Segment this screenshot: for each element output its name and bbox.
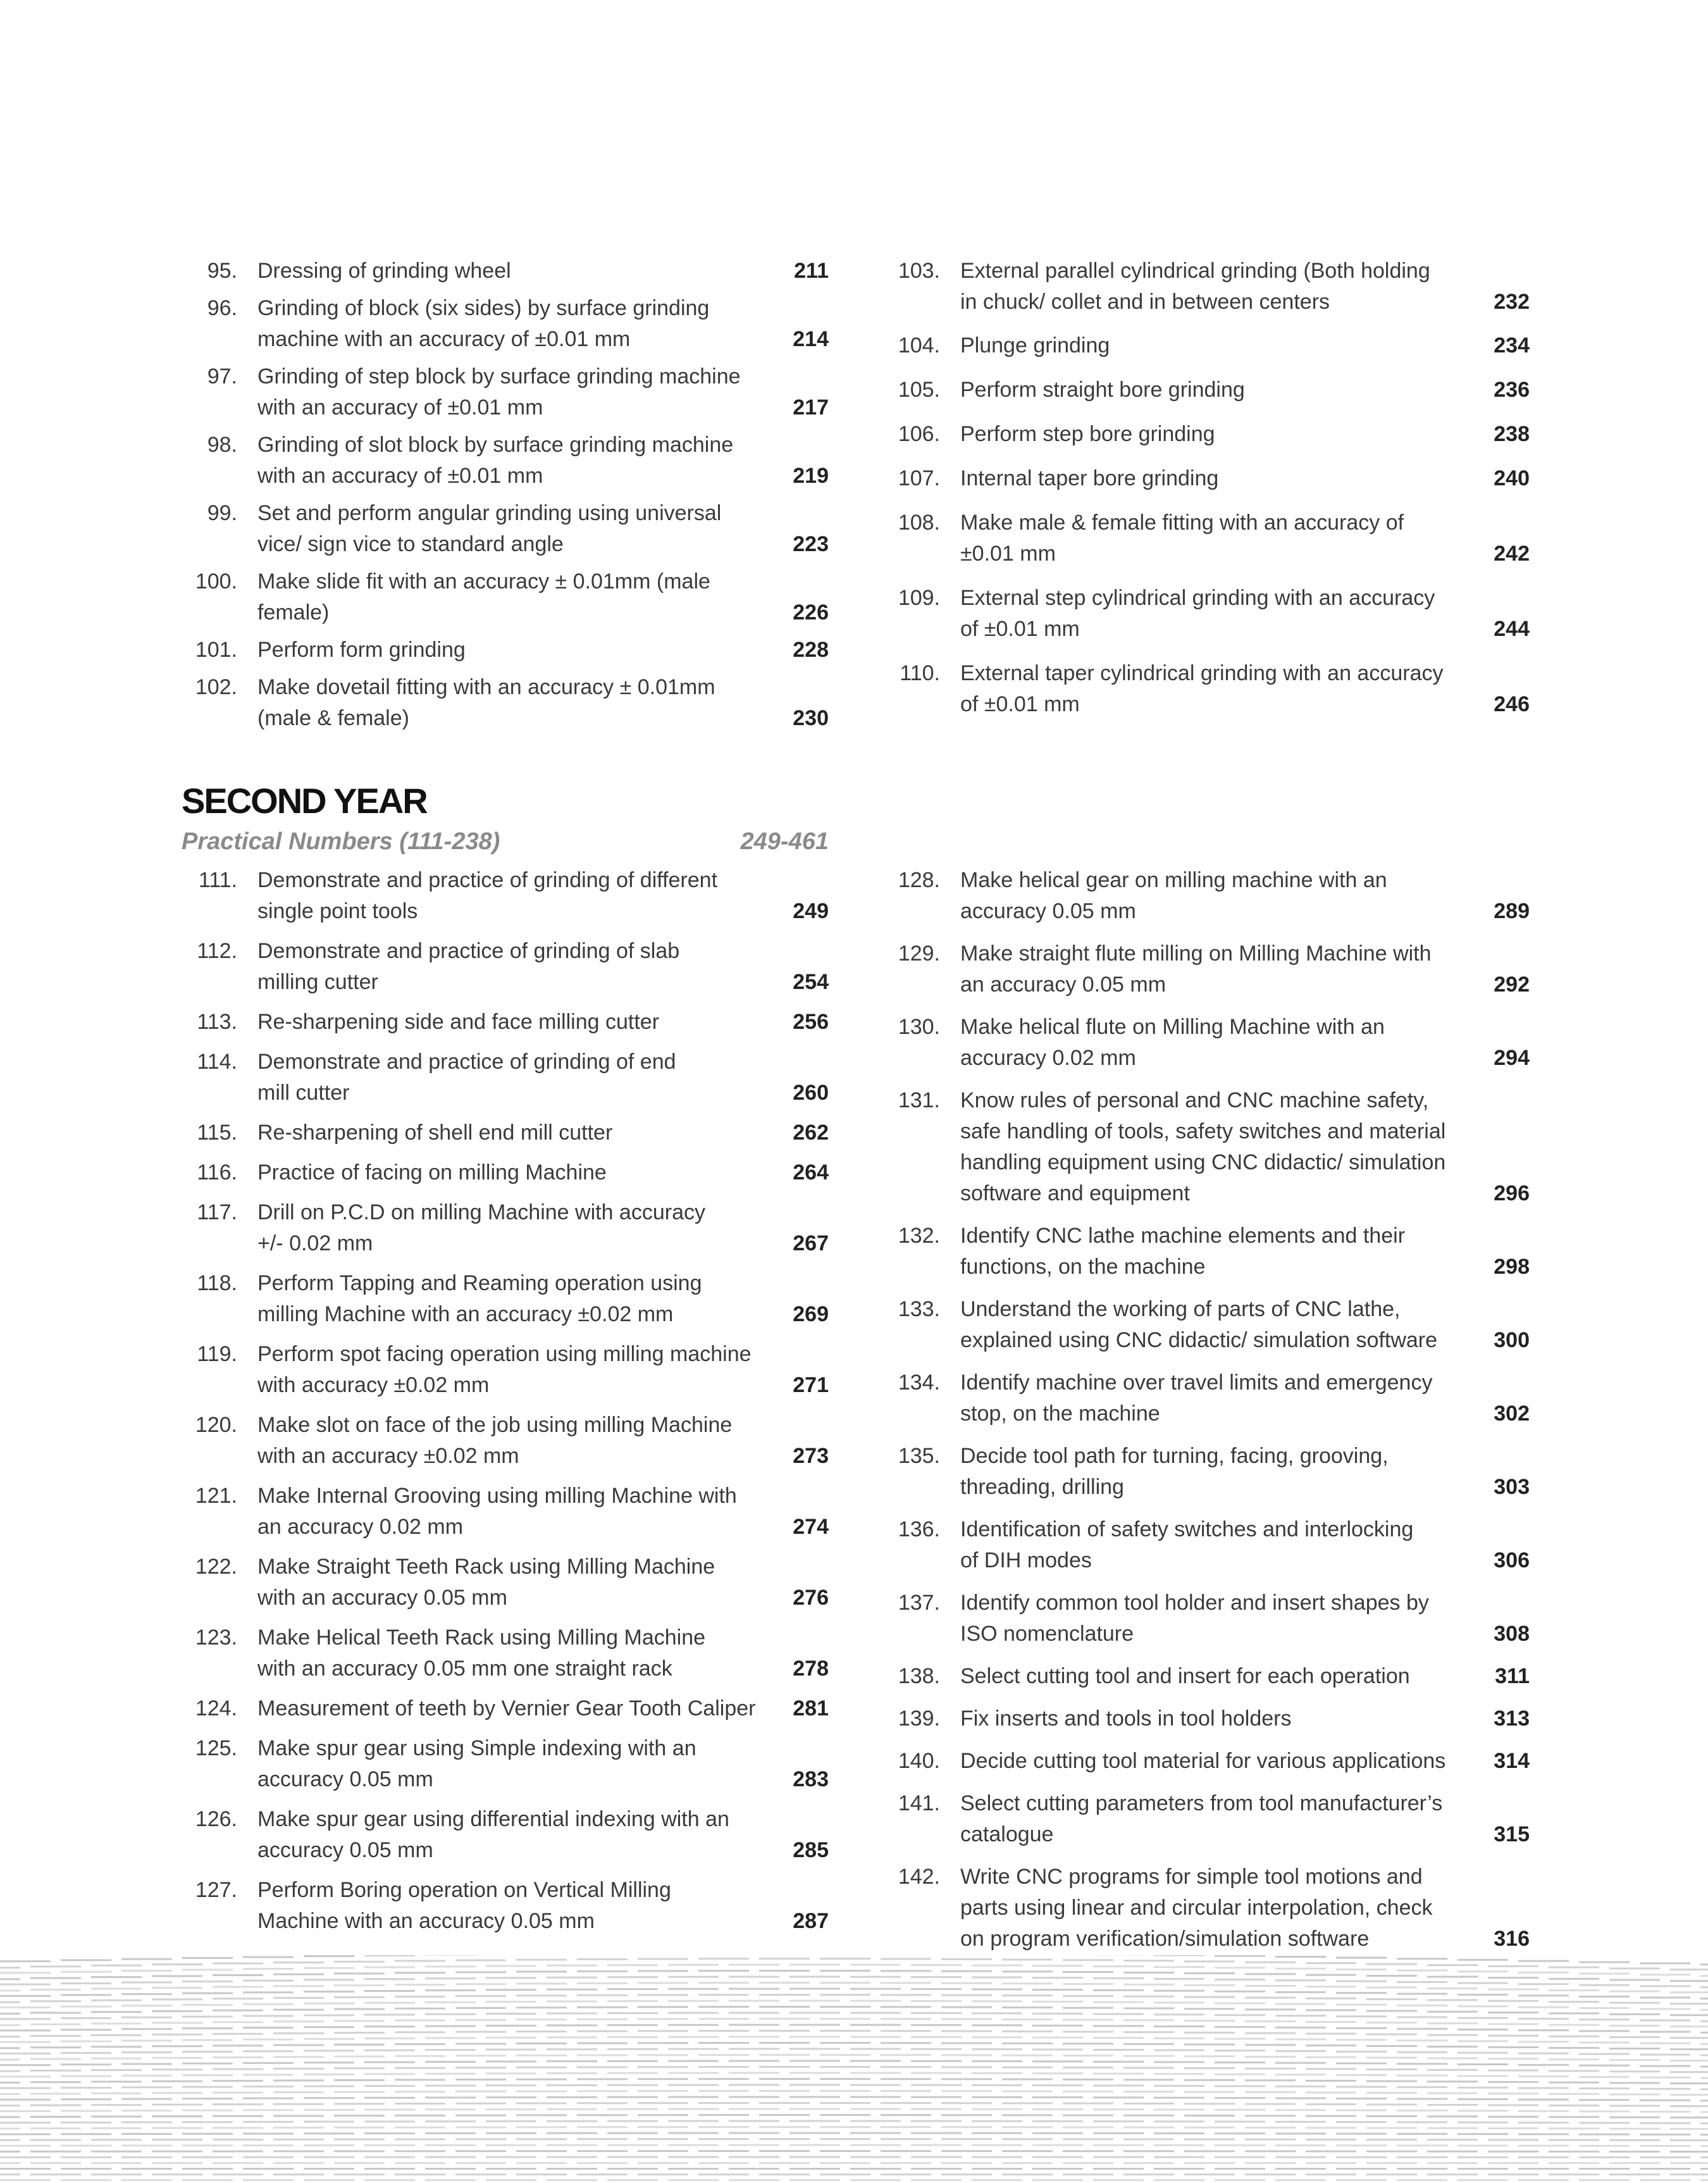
toc-entry xyxy=(884,1085,1530,1209)
toc-entry xyxy=(884,1746,1530,1777)
entry-title-line: Perform spot facing operation using milling machine xyxy=(257,1342,752,1366)
entry-number: 98. xyxy=(207,433,237,457)
entry-title-line: with accuracy ±0.02 mm xyxy=(257,1373,490,1397)
entry-title-line: Identify machine over travel limits and emergency xyxy=(960,1371,1433,1395)
second-year-left-column xyxy=(182,865,829,1937)
entry-title xyxy=(960,1441,1389,1503)
entry-number: 119. xyxy=(197,1342,237,1366)
entry-page-number: 316 xyxy=(1494,1927,1530,1951)
entry-title xyxy=(257,1804,729,1866)
entry-title-line: stop, on the machine xyxy=(960,1402,1160,1426)
entry-title-line: an accuracy 0.02 mm xyxy=(257,1515,464,1539)
entry-title-line: External parallel cylindrical grinding (Both holding xyxy=(960,259,1430,283)
toc-entry xyxy=(182,1481,829,1543)
entry-title-line: ISO nomenclature xyxy=(960,1622,1134,1646)
entry-title-line: Make spur gear using Simple indexing with an xyxy=(257,1736,696,1760)
toc-entry xyxy=(182,361,829,423)
entry-title xyxy=(960,1221,1405,1283)
entry-page-number: 226 xyxy=(793,600,829,625)
entry-page-number: 281 xyxy=(793,1696,829,1720)
entry-title xyxy=(257,256,511,287)
entry-title-line: +/- 0.02 mm xyxy=(257,1231,373,1255)
toc-entry xyxy=(182,1268,829,1330)
entry-title xyxy=(257,566,710,628)
toc-entry xyxy=(884,1367,1530,1429)
entry-number: 141. xyxy=(898,1791,940,1815)
toc-entry xyxy=(884,375,1530,406)
toc-entry xyxy=(182,1339,829,1401)
entry-title-line: Fix inserts and tools in tool holders xyxy=(960,1707,1292,1731)
entry-page-number: 296 xyxy=(1494,1181,1530,1205)
entry-page-number: 283 xyxy=(793,1767,829,1791)
entry-title-line: of DIH modes xyxy=(960,1548,1092,1572)
second-year-right-column xyxy=(884,865,1530,1955)
entry-title xyxy=(257,1875,671,1937)
entry-number: 106. xyxy=(898,422,940,446)
entry-page-number: 267 xyxy=(793,1231,829,1255)
toc-entry xyxy=(884,865,1530,927)
toc-entry xyxy=(884,1514,1530,1576)
entry-title xyxy=(960,658,1443,720)
toc-entry xyxy=(182,1157,829,1188)
entry-title xyxy=(257,361,741,423)
toc-entry xyxy=(182,430,829,492)
entry-number: 107. xyxy=(898,466,940,490)
entry-number: 115. xyxy=(197,1121,237,1145)
toc-entry xyxy=(182,1693,829,1724)
entry-title-line: Perform form grinding xyxy=(257,638,466,662)
entry-page-number: 306 xyxy=(1494,1548,1530,1572)
entry-title-line: Decide tool path for turning, facing, grooving, xyxy=(960,1444,1389,1468)
entry-page-number: 273 xyxy=(793,1444,829,1468)
entry-number: 136. xyxy=(898,1517,940,1541)
toc-entry xyxy=(884,256,1530,318)
entry-page-number: 303 xyxy=(1494,1475,1530,1499)
toc-entry xyxy=(884,507,1530,569)
entry-number: 118. xyxy=(197,1271,237,1295)
entry-number: 97. xyxy=(207,364,237,389)
entry-page-number: 276 xyxy=(793,1586,829,1610)
toc-entry xyxy=(884,1703,1530,1734)
entry-number: 139. xyxy=(898,1707,940,1731)
entry-title xyxy=(257,430,733,492)
entry-title-line: External taper cylindrical grinding with an accuracy xyxy=(960,661,1444,685)
entry-title-line: safe handling of tools, safety switches and material xyxy=(960,1119,1446,1143)
entry-number: 100. xyxy=(195,569,237,594)
entry-title-line: in chuck/ collet and in between centers xyxy=(960,290,1330,314)
entry-page-number: 289 xyxy=(1494,899,1530,923)
entry-title-line: Demonstrate and practice of grinding of end xyxy=(257,1050,676,1074)
entry-page-number: 240 xyxy=(1494,466,1530,490)
entry-number: 126. xyxy=(195,1807,237,1831)
entry-title-line: parts using linear and circular interpolation, check xyxy=(960,1896,1433,1920)
entry-number: 105. xyxy=(898,378,940,402)
entry-page-number: 287 xyxy=(793,1909,829,1933)
toc-entry xyxy=(182,1197,829,1259)
entry-title xyxy=(257,1339,752,1401)
entry-page-number: 246 xyxy=(1494,692,1530,716)
entry-title xyxy=(257,1552,715,1614)
entry-number: 133. xyxy=(898,1297,940,1321)
toc-entry xyxy=(182,256,829,287)
entry-title xyxy=(960,1588,1429,1650)
toc-entry xyxy=(182,1410,829,1472)
entry-page-number: 313 xyxy=(1494,1707,1530,1731)
entry-title-line: Make Straight Teeth Rack using Milling Machine xyxy=(257,1555,715,1579)
entry-title xyxy=(257,293,709,355)
entry-page-number: 242 xyxy=(1494,542,1530,566)
entry-number: 117. xyxy=(197,1200,237,1224)
entry-title-line: Practice of facing on milling Machine xyxy=(257,1160,607,1185)
entry-title-line: accuracy 0.02 mm xyxy=(960,1046,1136,1070)
entry-title-line: Make straight flute milling on Milling Machine with xyxy=(960,942,1432,966)
entry-title xyxy=(960,1703,1291,1734)
toc-entry xyxy=(182,1875,829,1937)
entry-title-line: Re-sharpening side and face milling cutter xyxy=(257,1010,660,1034)
entry-title xyxy=(960,1294,1437,1356)
entry-number: 116. xyxy=(197,1160,237,1185)
entry-page-number: 217 xyxy=(793,395,829,420)
toc-entry xyxy=(182,865,829,927)
entry-title xyxy=(257,865,717,927)
entry-number: 101. xyxy=(195,638,237,662)
entry-title xyxy=(257,1007,659,1038)
entry-title-line: software and equipment xyxy=(960,1181,1190,1205)
entry-page-number: 311 xyxy=(1495,1664,1530,1688)
entry-title-line: (male & female) xyxy=(257,706,409,730)
entry-page-number: 262 xyxy=(793,1121,829,1145)
entry-number: 109. xyxy=(898,586,940,610)
entry-title-line: Demonstrate and practice of grinding of different xyxy=(257,868,718,892)
toc-entry xyxy=(884,938,1530,1000)
entry-number: 102. xyxy=(195,675,237,699)
entry-number: 96. xyxy=(207,296,237,320)
entry-page-number: 254 xyxy=(793,970,829,994)
entry-page-number: 302 xyxy=(1494,1402,1530,1426)
entry-number: 112. xyxy=(197,939,237,963)
entry-number: 124. xyxy=(195,1696,237,1720)
entry-title-line: Understand the working of parts of CNC lathe, xyxy=(960,1297,1401,1321)
entry-page-number: 232 xyxy=(1494,290,1530,314)
entry-title xyxy=(960,1012,1385,1074)
entry-title-line: Machine with an accuracy 0.05 mm xyxy=(257,1909,595,1933)
entry-title-line: Dressing of grinding wheel xyxy=(257,259,511,283)
entry-title-line: Know rules of personal and CNC machine safety, xyxy=(960,1088,1429,1112)
entry-title xyxy=(960,507,1404,569)
toc-entry xyxy=(884,1862,1530,1955)
toc-entry xyxy=(182,1117,829,1148)
entry-title xyxy=(960,938,1432,1000)
entry-title xyxy=(960,419,1215,450)
entry-title-line: Make helical flute on Milling Machine with an xyxy=(960,1015,1385,1039)
entry-number: 110. xyxy=(900,661,940,685)
toc-entry xyxy=(182,498,829,560)
toc-entry xyxy=(182,1622,829,1684)
entry-title-line: Drill on P.C.D on milling Machine with accuracy xyxy=(257,1200,705,1224)
entry-number: 130. xyxy=(898,1015,940,1039)
entry-page-number: 285 xyxy=(793,1838,829,1862)
entry-number: 134. xyxy=(898,1371,940,1395)
entry-title xyxy=(960,375,1245,406)
entry-title-line: Perform Boring operation on Vertical Milling xyxy=(257,1878,671,1902)
entry-title-line: Perform step bore grinding xyxy=(960,422,1215,446)
entry-title-line: functions, on the machine xyxy=(960,1255,1206,1279)
toc-entry xyxy=(182,1552,829,1614)
entry-number: 113. xyxy=(197,1010,237,1034)
entry-title xyxy=(257,1410,732,1472)
entry-title-line: machine with an accuracy of ±0.01 mm xyxy=(257,327,631,351)
entry-title-line: Plunge grinding xyxy=(960,333,1110,358)
entry-page-number: 238 xyxy=(1494,422,1530,446)
entry-page-number: 315 xyxy=(1494,1822,1530,1846)
entry-title-line: Select cutting parameters from tool manufacturer’s xyxy=(960,1791,1443,1815)
entry-title-line: Identify CNC lathe machine elements and their xyxy=(960,1224,1406,1248)
entry-title xyxy=(960,1746,1445,1777)
entry-title xyxy=(257,936,679,998)
entry-number: 142. xyxy=(898,1865,940,1889)
toc-entry xyxy=(884,1441,1530,1503)
entry-title-line: ±0.01 mm xyxy=(960,542,1056,566)
entry-number: 122. xyxy=(195,1555,237,1579)
entry-number: 95. xyxy=(207,259,237,283)
entry-title-line: Make helical gear on milling machine with an xyxy=(960,868,1387,892)
first-year-left-column xyxy=(182,256,829,734)
entry-number: 99. xyxy=(207,501,237,525)
entry-page-number: 314 xyxy=(1494,1749,1530,1773)
entry-title-line: Grinding of block (six sides) by surface grinding xyxy=(257,296,710,320)
entry-page-number: 211 xyxy=(794,259,829,283)
entry-number: 125. xyxy=(195,1736,237,1760)
entry-title-line: Grinding of slot block by surface grinding machine xyxy=(257,433,734,457)
entry-number: 108. xyxy=(898,511,940,535)
entry-page-number: 214 xyxy=(793,327,829,351)
toc-entry xyxy=(884,419,1530,450)
entry-number: 129. xyxy=(898,942,940,966)
entry-title-line: of ±0.01 mm xyxy=(960,617,1080,641)
entry-title-line: Make Internal Grooving using milling Machine with xyxy=(257,1484,737,1508)
entry-title xyxy=(257,1117,612,1148)
section-page-range: 249-461 xyxy=(740,828,829,855)
entry-title-line: milling cutter xyxy=(257,970,378,994)
toc-entry xyxy=(884,1012,1530,1074)
section-title: SECOND YEAR xyxy=(182,781,427,821)
entry-page-number: 260 xyxy=(793,1081,829,1105)
entry-title xyxy=(257,1733,696,1795)
entry-page-number: 249 xyxy=(793,899,829,923)
entry-page-number: 292 xyxy=(1494,973,1530,997)
entry-number: 123. xyxy=(195,1626,237,1650)
entry-title xyxy=(960,1514,1413,1576)
toc-entry xyxy=(884,1588,1530,1650)
entry-title-line: Measurement of teeth by Vernier Gear Tooth Caliper xyxy=(257,1696,756,1720)
toc-entry xyxy=(884,1221,1530,1283)
entry-title-line: Perform Tapping and Reaming operation using xyxy=(257,1271,702,1295)
entry-title xyxy=(960,1085,1445,1209)
entry-number: 111. xyxy=(198,868,237,892)
entry-title-line: Perform straight bore grinding xyxy=(960,378,1245,402)
toc-entry xyxy=(884,1788,1530,1850)
entry-page-number: 274 xyxy=(793,1515,829,1539)
entry-page-number: 223 xyxy=(793,532,829,556)
section-subtitle: Practical Numbers (111-238) xyxy=(182,828,500,855)
entry-title-line: female) xyxy=(257,600,330,625)
entry-title-line: Internal taper bore grinding xyxy=(960,466,1219,490)
entry-page-number: 228 xyxy=(793,638,829,662)
toc-entry xyxy=(884,583,1530,645)
entry-title xyxy=(960,583,1435,645)
entry-page-number: 256 xyxy=(793,1010,829,1034)
entry-title xyxy=(960,256,1430,318)
entry-title-line: Make spur gear using differential indexing with an xyxy=(257,1807,729,1831)
entry-title xyxy=(257,1481,737,1543)
entry-title-line: Decide cutting tool material for various applications xyxy=(960,1749,1446,1773)
toc-entry xyxy=(182,1733,829,1795)
entry-page-number: 300 xyxy=(1494,1328,1530,1352)
entry-title-line: handling equipment using CNC didactic/ simulation xyxy=(960,1150,1446,1174)
entry-title-line: catalogue xyxy=(960,1822,1054,1846)
entry-title xyxy=(960,1862,1433,1955)
entry-title-line: of ±0.01 mm xyxy=(960,692,1080,716)
toc-entry xyxy=(182,1007,829,1038)
entry-page-number: 298 xyxy=(1494,1255,1530,1279)
toc-entry xyxy=(182,293,829,355)
entry-title-line: Select cutting tool and insert for each operation xyxy=(960,1664,1410,1688)
entry-number: 135. xyxy=(898,1444,940,1468)
entry-title xyxy=(960,1367,1432,1429)
entry-title-line: with an accuracy 0.05 mm one straight rack xyxy=(257,1657,672,1681)
toc-entry xyxy=(884,658,1530,720)
entry-title xyxy=(257,1622,705,1684)
toc-entry xyxy=(182,1804,829,1866)
first-year-right-column xyxy=(884,256,1530,720)
entry-title-line: Make dovetail fitting with an accuracy ± 0.01mm xyxy=(257,675,715,699)
entry-number: 120. xyxy=(195,1413,237,1437)
entry-title xyxy=(257,672,715,734)
entry-page-number: 244 xyxy=(1494,617,1530,641)
entry-title xyxy=(257,1268,702,1330)
entry-page-number: 234 xyxy=(1494,333,1530,358)
entry-title-line: an accuracy 0.05 mm xyxy=(960,973,1167,997)
entry-title-line: single point tools xyxy=(257,899,418,923)
entry-title-line: on program verification/simulation software xyxy=(960,1927,1370,1951)
entry-title-line: Identify common tool holder and insert shapes by xyxy=(960,1591,1429,1615)
entry-title-line: accuracy 0.05 mm xyxy=(960,899,1136,923)
entry-title-line: Identification of safety switches and interlocking xyxy=(960,1517,1414,1541)
entry-number: 138. xyxy=(898,1664,940,1688)
toc-entry xyxy=(884,1294,1530,1356)
toc-entry xyxy=(884,1661,1530,1692)
entry-number: 103. xyxy=(898,259,940,283)
entry-number: 128. xyxy=(898,868,940,892)
entry-page-number: 219 xyxy=(793,464,829,488)
entry-title xyxy=(960,1788,1442,1850)
entry-title-line: External step cylindrical grinding with an accuracy xyxy=(960,586,1435,610)
entry-number: 140. xyxy=(898,1749,940,1773)
entry-page-number: 264 xyxy=(793,1160,829,1185)
toc-entry xyxy=(182,1047,829,1109)
entry-title-line: Demonstrate and practice of grinding of slab xyxy=(257,939,680,963)
entry-title-line: Write CNC programs for simple tool motions and xyxy=(960,1865,1423,1889)
entry-title-line: with an accuracy of ±0.01 mm xyxy=(257,395,543,420)
entry-number: 121. xyxy=(195,1484,237,1508)
entry-title-line: explained using CNC didactic/ simulation software xyxy=(960,1328,1438,1352)
entry-number: 114. xyxy=(197,1050,237,1074)
entry-title xyxy=(960,463,1218,494)
entry-page-number: 294 xyxy=(1494,1046,1530,1070)
entry-title-line: with an accuracy 0.05 mm xyxy=(257,1586,507,1610)
entry-title-line: threading, drilling xyxy=(960,1475,1124,1499)
entry-number: 137. xyxy=(898,1591,940,1615)
entry-title xyxy=(257,498,721,560)
entry-title-line: mill cutter xyxy=(257,1081,350,1105)
entry-page-number: 269 xyxy=(793,1302,829,1326)
entry-title xyxy=(257,635,466,666)
entry-title-line: Make slot on face of the job using milling Machine xyxy=(257,1413,733,1437)
entry-page-number: 278 xyxy=(793,1657,829,1681)
entry-number: 127. xyxy=(195,1878,237,1902)
toc-entry xyxy=(182,566,829,628)
entry-title-line: Grinding of step block by surface grinding machine xyxy=(257,364,741,389)
entry-number: 131. xyxy=(898,1088,940,1112)
entry-title xyxy=(960,1661,1410,1692)
entry-title-line: Make slide fit with an accuracy ± 0.01mm (male xyxy=(257,569,710,594)
entry-title-line: Make Helical Teeth Rack using Milling Machine xyxy=(257,1626,706,1650)
entry-page-number: 236 xyxy=(1494,378,1530,402)
entry-page-number: 230 xyxy=(793,706,829,730)
entry-title xyxy=(257,1197,705,1259)
entry-title xyxy=(960,330,1110,361)
entry-title-line: accuracy 0.05 mm xyxy=(257,1838,433,1862)
entry-title xyxy=(257,1157,607,1188)
entry-title-line: with an accuracy of ±0.01 mm xyxy=(257,464,543,488)
entry-number: 132. xyxy=(898,1224,940,1248)
entry-title-line: milling Machine with an accuracy ±0.02 mm xyxy=(257,1302,674,1326)
entry-title xyxy=(257,1047,676,1109)
entry-title xyxy=(257,1693,755,1724)
toc-entry xyxy=(182,672,829,734)
entry-page-number: 308 xyxy=(1494,1622,1530,1646)
decorative-stripe-pattern xyxy=(0,1955,1708,2183)
entry-title-line: Set and perform angular grinding using universal xyxy=(257,501,722,525)
entry-title-line: Re-sharpening of shell end mill cutter xyxy=(257,1121,613,1145)
toc-entry xyxy=(884,463,1530,494)
entry-title-line: accuracy 0.05 mm xyxy=(257,1767,433,1791)
toc-entry xyxy=(182,635,829,666)
entry-page-number: 271 xyxy=(793,1373,829,1397)
toc-entry xyxy=(884,330,1530,361)
entry-title xyxy=(960,865,1387,927)
entry-title-line: with an accuracy ±0.02 mm xyxy=(257,1444,519,1468)
entry-title-line: vice/ sign vice to standard angle xyxy=(257,532,564,556)
entry-title-line: Make male & female fitting with an accuracy of xyxy=(960,511,1404,535)
toc-entry xyxy=(182,936,829,998)
entry-number: 104. xyxy=(898,333,940,358)
